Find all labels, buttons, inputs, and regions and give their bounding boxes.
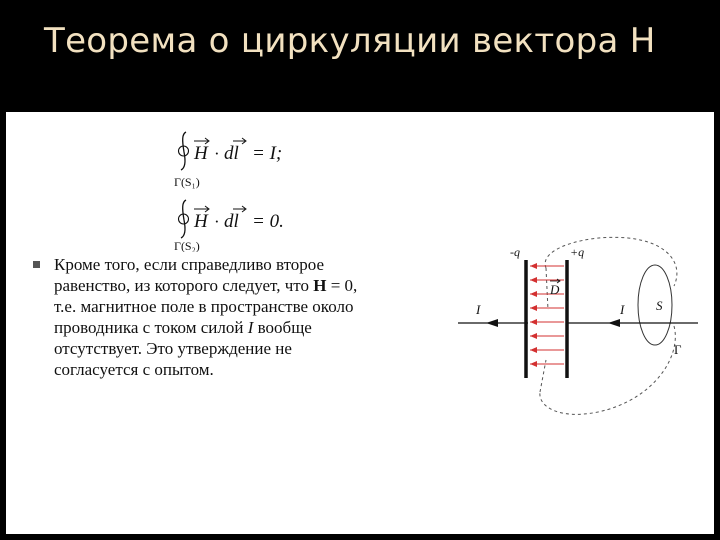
svg-text:dl: dl: [224, 211, 239, 232]
current-label-left: I: [476, 302, 481, 317]
svg-text:H: H: [194, 143, 208, 164]
eq1-rhs: = I;: [252, 143, 283, 164]
contour-ellipse: [638, 265, 672, 345]
current-arrow-right: [608, 319, 620, 327]
surface-s-label: S: [656, 298, 663, 313]
minus-q-label: -q: [510, 245, 520, 259]
field-arrows: [530, 263, 564, 367]
bullet-line-3: т.е. магнитное поле в пространстве около: [54, 297, 354, 316]
equation-2: [174, 200, 284, 252]
bullet-line-2: равенство, из которого следует, что H = 0,: [54, 276, 358, 295]
bullet-line-4: проводника с током силой I вообще: [54, 318, 312, 337]
svg-text:dl: dl: [224, 143, 239, 164]
contour-gamma-label: Γ: [674, 342, 682, 357]
current-label-right: I: [620, 302, 625, 317]
bullet-line-5: отсутствует. Это утверждение не: [54, 339, 292, 358]
plus-q-label: +q: [570, 245, 585, 259]
svg-text:H: H: [194, 211, 208, 232]
slide-title: Теорема о циркуляции вектора H: [44, 21, 656, 61]
bullet-paragraph: [54, 254, 424, 380]
dashed-surface-s2: [540, 237, 677, 414]
slide-content: [6, 112, 714, 534]
eq2-rhs: = 0.: [252, 211, 284, 232]
equation-1: [174, 132, 282, 189]
current-symbol: I: [247, 318, 254, 337]
current-arrow-left: [486, 319, 498, 327]
bullet-line-6: согласуется с опытом.: [54, 360, 214, 379]
svg-text:·: ·: [214, 212, 220, 231]
d-vector-label: D: [550, 282, 560, 297]
capacitor-diagram: [458, 230, 698, 430]
circulation-formulas: [166, 126, 316, 252]
bullet-line-1: Кроме того, если справедливо второе: [54, 255, 325, 274]
eq2-subscript: Γ(S₂): [174, 239, 200, 252]
bullet-square-icon: [32, 260, 42, 270]
vector-h-bold: H: [313, 276, 327, 295]
svg-text:·: ·: [214, 144, 220, 163]
eq1-subscript: Γ(S₁): [174, 175, 200, 189]
